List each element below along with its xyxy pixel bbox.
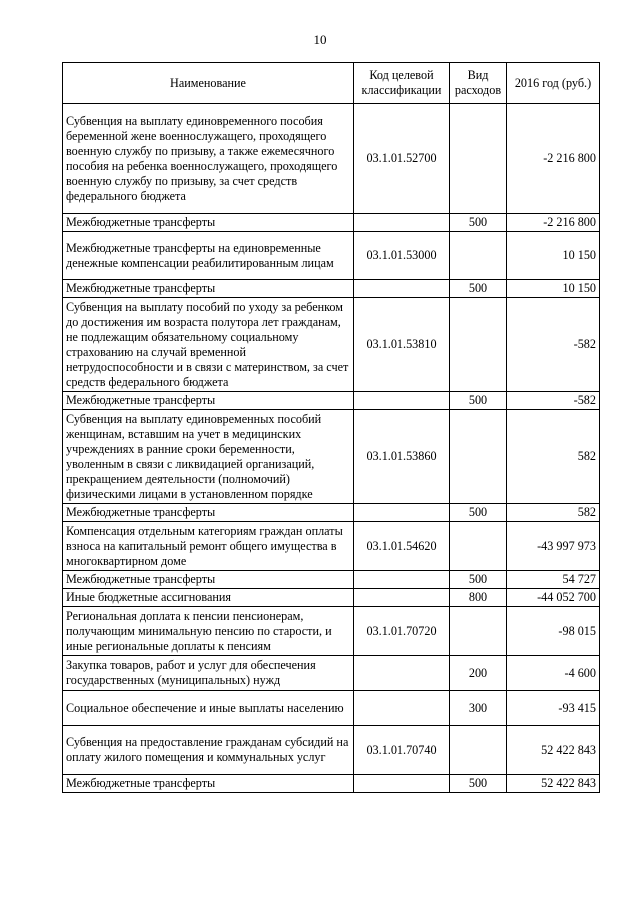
table-row [63,589,600,607]
row-amount: -98 015 [507,607,600,656]
row-amount: 52 422 843 [507,775,600,793]
row-kind: 500 [450,214,507,232]
row-amount: -2 216 800 [507,104,600,214]
row-kind [450,607,507,656]
table-row [63,298,600,392]
row-name: Межбюджетные трансферты [63,571,354,589]
row-name: Субвенция на выплату единовременных пособий женщинам, вставшим на учет в медицинских учреждениях в ранние сроки беременности, уволенным в связи с ликвидацией организаций, прекращением деятельности (полномочий) физическими лицами в установленном порядке [63,410,354,504]
row-code [354,656,450,691]
row-code: 03.1.01.53860 [354,410,450,504]
table-row [63,280,600,298]
row-name: Компенсация отдельным категориям граждан оплаты взноса на капитальный ремонт общего имущества в многоквартирном доме [63,522,354,571]
row-kind: 500 [450,280,507,298]
row-name: Иные бюджетные ассигнования [63,589,354,607]
row-kind: 500 [450,504,507,522]
row-kind [450,726,507,775]
row-amount: -2 216 800 [507,214,600,232]
row-kind: 300 [450,691,507,726]
row-code [354,280,450,298]
row-kind: 500 [450,392,507,410]
row-kind: 500 [450,775,507,793]
row-kind [450,298,507,392]
row-code [354,392,450,410]
row-code: 03.1.01.70740 [354,726,450,775]
table-row [63,392,600,410]
row-kind [450,522,507,571]
table-row [63,104,600,214]
row-amount: 582 [507,410,600,504]
row-amount: 54 727 [507,571,600,589]
table-header-row [63,63,600,104]
row-kind [450,232,507,280]
row-kind: 200 [450,656,507,691]
row-kind [450,104,507,214]
table-row [63,691,600,726]
row-name: Субвенция на выплату пособий по уходу за ребенком до достижения им возраста полутора лет гражданам, не подлежащим обязательному социальному страхованию на случай временной нетрудоспособности и в связи с материнством, за счет средств федерального бюджета [63,298,354,392]
row-name: Межбюджетные трансферты [63,280,354,298]
row-code [354,691,450,726]
header-code: Код целевой классификации [354,63,450,104]
table-row [63,726,600,775]
row-name: Социальное обеспечение и иные выплаты населению [63,691,354,726]
row-name: Межбюджетные трансферты на единовременные денежные компенсации реабилитированным лицам [63,232,354,280]
row-amount: 10 150 [507,280,600,298]
row-name: Субвенция на предоставление гражданам субсидий на оплату жилого помещения и коммунальных услуг [63,726,354,775]
table-row [63,607,600,656]
row-name: Межбюджетные трансферты [63,392,354,410]
row-kind: 800 [450,589,507,607]
page-number: 10 [313,32,327,47]
row-amount: -93 415 [507,691,600,726]
row-amount: -43 997 973 [507,522,600,571]
table-row [63,504,600,522]
table-row [63,214,600,232]
row-code: 03.1.01.54620 [354,522,450,571]
table-row [63,571,600,589]
row-amount: 10 150 [507,232,600,280]
table-row [63,410,600,504]
row-code [354,504,450,522]
row-name: Межбюджетные трансферты [63,775,354,793]
row-amount: -582 [507,392,600,410]
table-row [63,656,600,691]
budget-table [62,62,600,793]
row-code: 03.1.01.52700 [354,104,450,214]
row-code [354,571,450,589]
header-name: Наименование [63,63,354,104]
row-name: Региональная доплата к пенсии пенсионерам, получающим минимальную пенсию по старости, и иные региональные доплаты к пенсиям [63,607,354,656]
header-amount: 2016 год (руб.) [507,63,600,104]
row-code: 03.1.01.53810 [354,298,450,392]
table-row [63,232,600,280]
row-amount: -44 052 700 [507,589,600,607]
row-code: 03.1.01.53000 [354,232,450,280]
row-amount: 52 422 843 [507,726,600,775]
row-name: Межбюджетные трансферты [63,504,354,522]
table-row [63,522,600,571]
row-amount: 582 [507,504,600,522]
row-name: Закупка товаров, работ и услуг для обеспечения государственных (муниципальных) нужд [63,656,354,691]
row-amount: -582 [507,298,600,392]
header-kind: Вид расходов [450,63,507,104]
table-row [63,775,600,793]
row-amount: -4 600 [507,656,600,691]
row-kind [450,410,507,504]
row-code: 03.1.01.70720 [354,607,450,656]
row-code [354,589,450,607]
row-code [354,775,450,793]
row-kind: 500 [450,571,507,589]
row-code [354,214,450,232]
row-name: Субвенция на выплату единовременного пособия беременной жене военнослужащего, проходящего военную службу по призыву, а также ежемесячного пособия на ребенка военнослужащего, проходящего военную службу по призыву, за счет средств федерального бюджета [63,104,354,214]
row-name: Межбюджетные трансферты [63,214,354,232]
